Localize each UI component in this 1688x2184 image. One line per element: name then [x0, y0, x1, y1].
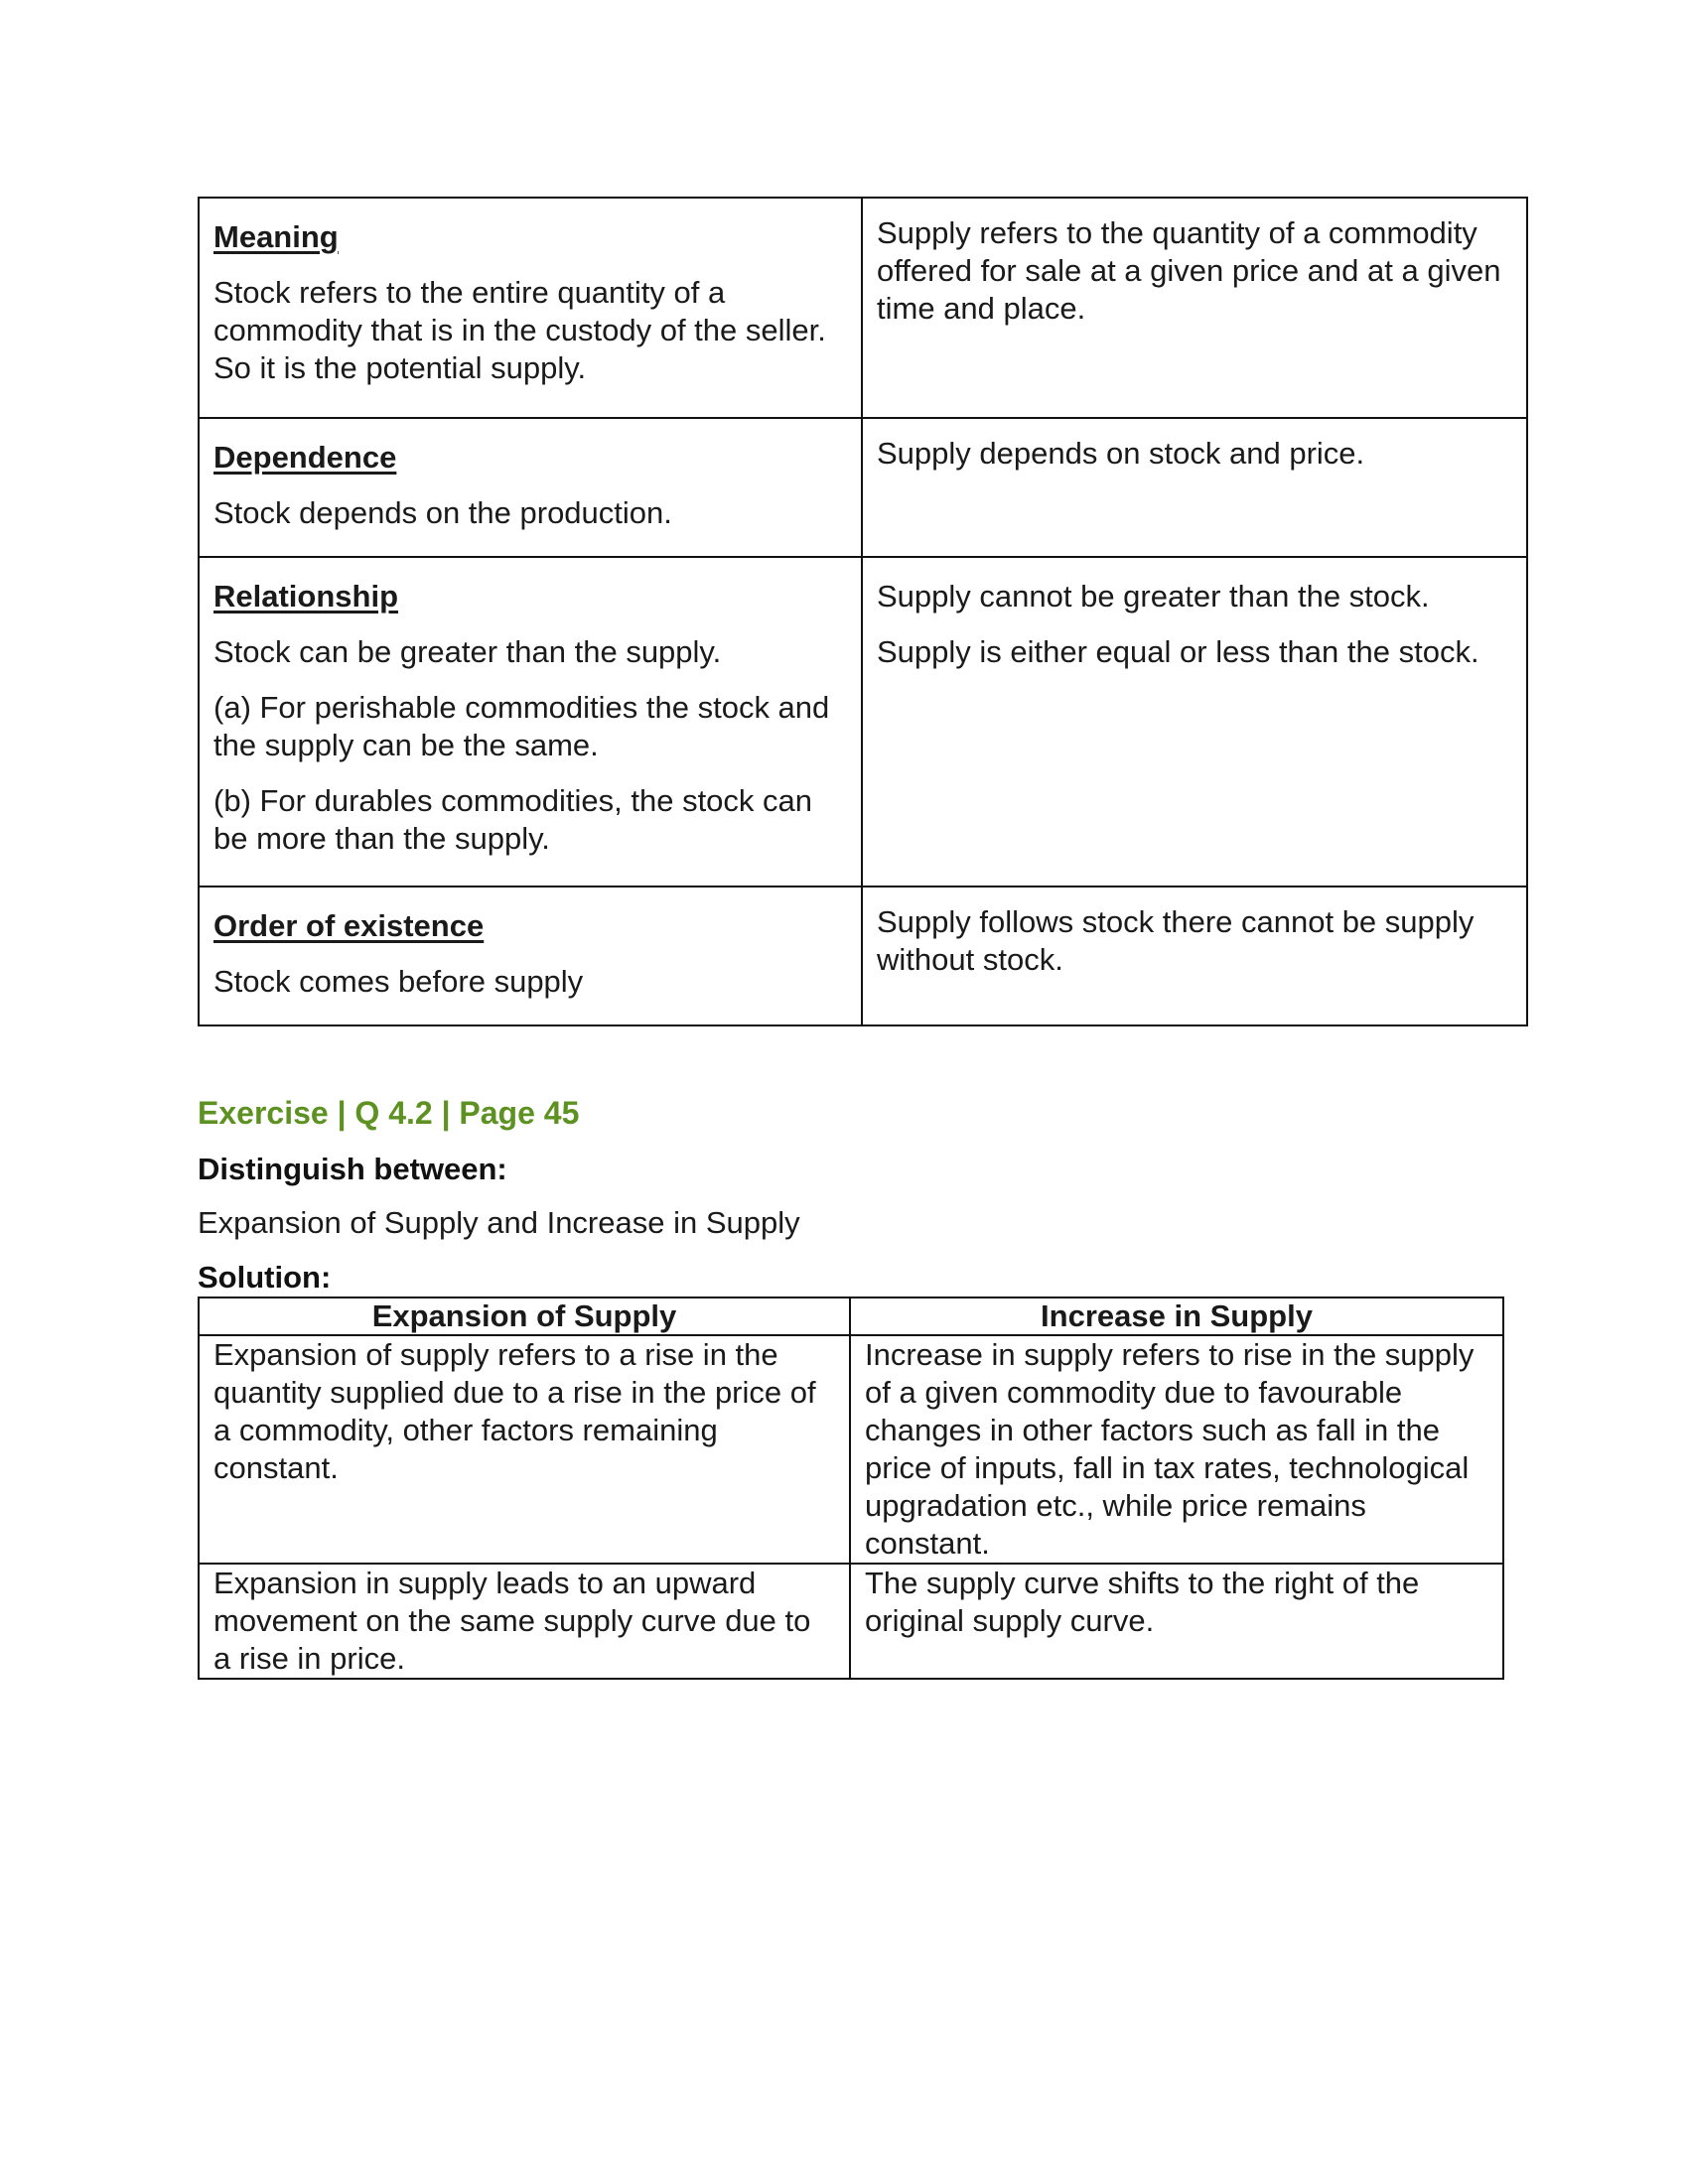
cell-paragraph: Stock can be greater than the supply.	[213, 634, 722, 669]
row-heading: Meaning	[213, 219, 339, 254]
table-cell-left	[199, 887, 862, 1025]
row-heading: Relationship	[213, 579, 399, 614]
table-cell: Increase in supply refers to rise in the supply of a given commodity due to favourable changes in other factors such as fall in the price of inputs, fall in tax rates, technological upgradation etc., while price remains constant.	[850, 1335, 1503, 1564]
exercise-title: Exercise | Q 4.2 | Page 45	[198, 1095, 580, 1131]
table-cell-right	[862, 887, 1527, 1025]
solution-label: Solution:	[198, 1260, 332, 1295]
table-cell-left	[199, 198, 862, 418]
table-cell: Expansion of supply refers to a rise in the quantity supplied due to a rise in the price of a commodity, other factors remaining constant.	[199, 1335, 850, 1564]
table-cell-left	[199, 418, 862, 557]
cell-paragraph: (b) For durables commodities, the stock can be more than the supply.	[213, 783, 813, 856]
cell-paragraph: Stock refers to the entire quantity of a commodity that is in the custody of the seller. So it is the potential supply.	[213, 275, 826, 385]
cell-paragraph: Stock depends on the production.	[213, 495, 672, 530]
row-heading: Order of existence	[213, 908, 485, 943]
expansion-vs-increase-table	[198, 1297, 1504, 1680]
question-text: Expansion of Supply and Increase in Supply	[198, 1205, 800, 1240]
table-cell-left	[199, 557, 862, 887]
cell-paragraph: Supply depends on stock and price.	[877, 436, 1365, 471]
stock-vs-supply-table	[198, 197, 1528, 1026]
table-row	[199, 418, 1527, 557]
table-row	[199, 557, 1527, 887]
table-row	[199, 1335, 1503, 1564]
row-heading: Dependence	[213, 440, 397, 475]
table-row	[199, 198, 1527, 418]
table-cell-right	[862, 418, 1527, 557]
cell-paragraph: (a) For perishable commodities the stock and the supply can be the same.	[213, 690, 830, 762]
cell-paragraph: Supply follows stock there cannot be supply without stock.	[877, 904, 1475, 977]
cell-paragraph: Supply is either equal or less than the stock.	[877, 634, 1479, 669]
column-header: Increase in Supply	[850, 1297, 1503, 1335]
table-header-row	[199, 1297, 1503, 1335]
table-cell: The supply curve shifts to the right of the original supply curve.	[850, 1564, 1503, 1679]
question-label: Distinguish between:	[198, 1152, 507, 1186]
table-cell-right	[862, 557, 1527, 887]
column-header: Expansion of Supply	[199, 1297, 850, 1335]
cell-paragraph: Supply refers to the quantity of a commodity offered for sale at a given price and at a given time and place.	[877, 215, 1501, 326]
cell-paragraph: Supply cannot be greater than the stock.	[877, 579, 1430, 614]
table-cell-right	[862, 198, 1527, 418]
table-row	[199, 1564, 1503, 1679]
table-cell: Expansion in supply leads to an upward movement on the same supply curve due to a rise in price.	[199, 1564, 850, 1679]
table-row	[199, 887, 1527, 1025]
cell-paragraph: Stock comes before supply	[213, 964, 584, 999]
